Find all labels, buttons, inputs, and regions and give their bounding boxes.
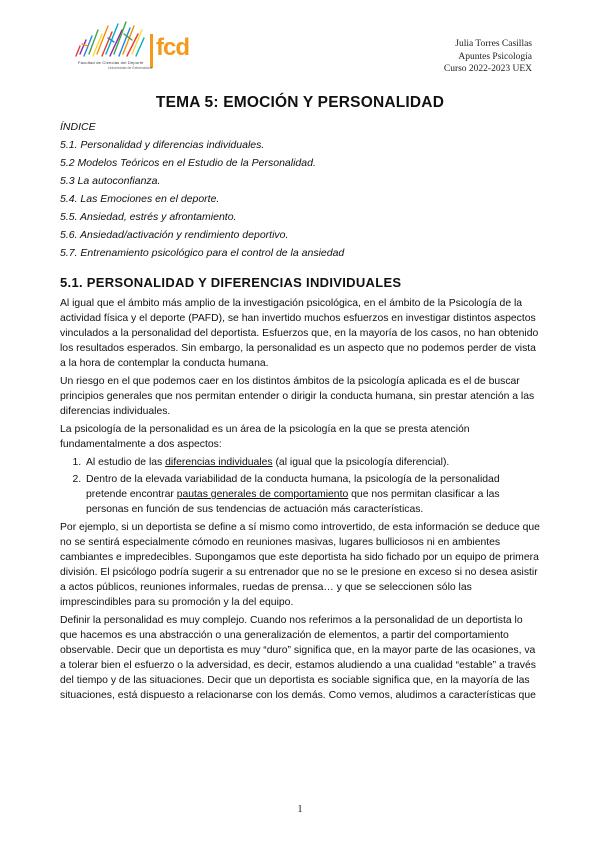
underlined-term: pautas generales de comportamiento <box>176 489 349 500</box>
course-name: Curso 2022-2023 UEX <box>443 64 532 74</box>
author-block <box>444 38 532 76</box>
section-body <box>60 296 540 706</box>
list-item <box>84 472 540 517</box>
underlined-term: diferencias individuales <box>165 457 273 468</box>
list-text: que nos permitan clasificar a las personas en función de sus tendencias de actuación más características. <box>86 489 500 515</box>
toc-item: 5.4. Las Emociones en el deporte. <box>60 193 220 205</box>
table-of-contents <box>60 118 344 262</box>
paragraph: Definir la personalidad es muy complejo. Cuando nos referimos a la personalidad de un deportista lo que hacemos es una abstracción o una generalización de elementos, a partir del comportamiento observable. Decir que un deportista es muy “duro” significa que, en la mayor parte de las ocasiones, va a tolerar bien el esfuerzo o la adversidad, es decir, estamos aludiendo a una cualidad “estable” a través del tiempo y de las situaciones. Decir que un deportista es sociable significa que, en la mayoría de las situaciones, está dispuesto a relacionarse con los demás. Como vemos, aludimos a características que <box>60 615 536 701</box>
paragraph: Un riesgo en el que podemos caer en los distintos ámbitos de la psicología aplicada es el de buscar principios generales que nos permitan entender o dirigir la conducta humana, sin prestar atención a las diferencias individuales. <box>60 376 535 417</box>
subject-name: Apuntes Psicología <box>458 51 532 62</box>
toc-item: 5.7. Entrenamiento psicológico para el control de la ansiedad <box>60 247 345 259</box>
list-text: (al igual que la psicología diferencial). <box>272 457 450 468</box>
toc-item: 5.2 Modelos Teóricos en el Estudio de la Personalidad. <box>60 157 316 169</box>
paragraph: Al igual que el ámbito más amplio de la investigación psicológica, en el ámbito de la Psicología de la actividad física y el deporte (PAFD), se han invertido muchos esfuerzos en investigar distintos aspectos vinculados a la personalidad del deportista. Esfuerzos que, en la mayoría de los casos, no han obtenido los resultados esperados. Sin embargo, la personalidad es un aspecto que no podemos perder de vista a la hora de contemplar la conducta humana. <box>60 298 539 369</box>
list-item <box>84 455 540 470</box>
paragraph: La psicología de la personalidad es un área de la psicología en la que se presta atención fundamentalmente a dos aspectos: <box>60 424 470 450</box>
toc-item: 5.5. Ansiedad, estrés y afrontamiento. <box>60 211 237 223</box>
logo-bar <box>150 34 153 68</box>
logo-text: Facultad de Ciencias del Deporte <box>78 60 144 65</box>
author-name: Julia Torres Casillas <box>455 39 532 49</box>
page-title: TEMA 5: EMOCIÓN Y PERSONALIDAD <box>155 94 445 111</box>
paragraph: Por ejemplo, si un deportista se define a sí mismo como introvertido, de esta información se deduce que no se sentirá especialmente cómodo en reuniones masivas, lugares bulliciosos ni en ambientes cambiantes e impredecibles. Supongamos que este deportista ha sido fichado por un equipo de primera división. El psicólogo podría sugerir a su entrenador que no se le presione en exceso si no desea asistir a actos públicos, reuniones informales, ruedas de prensa… y que se seleccionen sólo las imprescindibles para su promoción y la del equipo. <box>60 522 540 608</box>
section-heading: 5.1. PERSONALIDAD Y DIFERENCIAS INDIVIDUALES <box>60 275 402 290</box>
page-number: 1 <box>297 804 303 815</box>
list-text: Al estudio de las <box>86 457 166 468</box>
numbered-list <box>60 455 540 517</box>
toc-item: 5.6. Ansiedad/activación y rendimiento deportivo. <box>60 229 289 241</box>
toc-item: 5.3 La autoconfianza. <box>60 175 161 187</box>
logo-subtext: Universidad de Extremadura <box>108 66 153 70</box>
list-text: Dentro de la elevada variabilidad de la conducta humana, la psicología de la personalidad pretende encontrar <box>86 474 500 500</box>
toc-heading: ÍNDICE <box>60 121 96 133</box>
logo-letters: fcd <box>156 34 189 61</box>
toc-item: 5.1. Personalidad y diferencias individuales. <box>60 139 265 151</box>
